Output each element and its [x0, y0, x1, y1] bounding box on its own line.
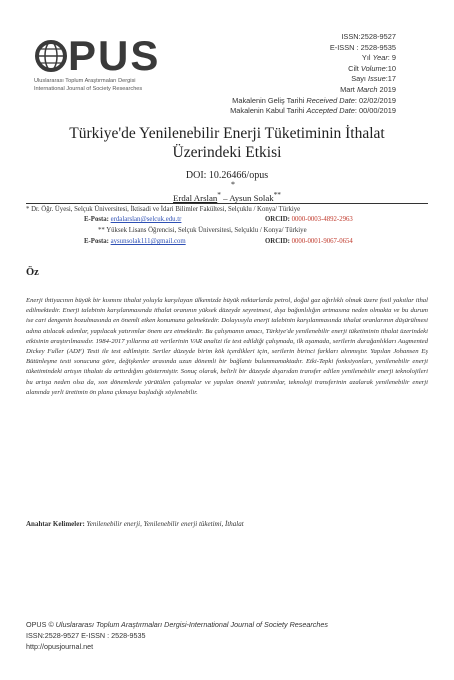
- author1-orcid-line: ORCID: 0000-0003-4892-2963: [265, 216, 353, 223]
- page-footer: [26, 619, 328, 652]
- author2-orcid-line: ORCID: 0000-0001-9067-0654: [265, 238, 353, 245]
- volume-line: Cilt Volume:10: [348, 63, 396, 73]
- abstract-heading: Öz: [26, 267, 39, 278]
- keywords-value: Yenilenebilir enerji, Yenilenebilir enerji tüketimi, İthalat: [86, 520, 244, 528]
- article-title: Türkiye'de Yenilenebilir Enerji Tüketiminin İthalat Üzerindeki Etkisi: [69, 125, 385, 161]
- eissn: E-ISSN : 2528-9535: [329, 42, 396, 52]
- issn: ISSN:2528-9527: [341, 32, 396, 41]
- footer-line-1: OPUS © Uluslararası Toplum Araştırmaları Dergisi-International Journal of Society Researches: [26, 620, 328, 629]
- doi-footnote-mark: *: [231, 180, 235, 189]
- authors: Erdal Arslan* – Aysun Solak**: [173, 190, 281, 203]
- affiliation-1: * Dr. Öğr. Üyesi, Selçuk Üniversitesi, İktisadi ve İdari Bilimler Fakültesi, Selçuklu / Konya/ Türkiye: [26, 206, 301, 213]
- journal-logo: [34, 32, 184, 93]
- issue-meta: [230, 32, 396, 117]
- author-divider: [26, 203, 428, 204]
- issue-line: Sayı Issue:17: [351, 74, 396, 84]
- abstract-body: Enerji ihtiyacının büyük bir kısmını ithalat yoluyla karşılayan ülkemizde büyük miktarlarda petrol, doğal gaz ağırlıklı olmak üzere fosil yakıtlar ithal edilmektedir. Enerji talebinin karşılanmasında ithalat oranının yüksek düzeyde seyretmesi, dışa bağımlılığın artmasına neden olmakta ve bu durum ise cari dengenin bozulmasında en önemli etken konumuna gelmektedir. Dolayısıyla enerji talebinin karşılanmasında ithalat oranlarının düşürülmesi adına atılacak adımlar, yapılacak yatırımlar önem arz etmektedir. Bu çalışmanın amacı, Türkiye'de yenilenebilir enerji tüketiminin ithalat üzerindeki etkisinin araştırılmasıdır. 1984-2017 yıllarına ait verilerinin VAR analizi ile test edildiği çalışmada, ilk aşamada, serilerin durağanlıkları Augmented Dickey Fuller (ADF) Testi ile test edilmiştir. Seriler düzeyde birim kök içerdikleri için, serilerin birinci farkları alınmıştır. Yapılan Johansen Eş Bütünleşme testi sonucuna göre, değişkenler arasında uzun dönemli bir bağlantı bulunmamaktadır. Etki-Tepki fonksiyonları, yenilenebilir enerji tüketimindeki artışın ithalatı da arttırdığını göstermiştir. Sonuç olarak, belirli bir düzeyde dışarıdan transfer edilen yenilenebilir enerji teknolojileri bu artışa neden olsa da, son dönemlerde yürütülen çalışmalar ve yapılan önemli yatırımlar, teknoloji transferinin azalarak yenilenebilir enerji alanında yerli üretimin ön plana çıkmaya başladığı söylenebilir.: [26, 297, 428, 396]
- author2-orcid[interactable]: 0000-0001-9067-0654: [291, 238, 353, 245]
- year-line: Yıl Year: 9: [361, 53, 396, 63]
- doi: DOI: 10.26466/opus: [185, 170, 269, 181]
- month-line: Mart March 2019: [340, 84, 396, 94]
- logo-text: PUS: [68, 32, 161, 79]
- logo-globe-icon: [35, 40, 67, 72]
- author-1[interactable]: Erdal Arslan: [173, 192, 218, 203]
- keywords-label: Anahtar Kelimeler:: [26, 520, 85, 528]
- footer-url[interactable]: http://opusjournal.net: [26, 642, 94, 651]
- author1-email-line: E-Posta: erdalarslan@selcuk.edu.tr: [84, 216, 182, 223]
- accepted-date: Makalenin Kabul Tarihi Accepted Date: 00/00/2019: [230, 106, 396, 116]
- journal-subtitle-tr: Uluslararası Toplum Araştırmaları Dergisi: [34, 78, 136, 84]
- author1-orcid[interactable]: 0000-0003-4892-2963: [291, 216, 353, 223]
- affiliation-2: ** Yüksek Lisans Öğrencisi, Selçuk Üniversitesi, Selçuklu / Konya/ Türkiye: [98, 227, 307, 234]
- journal-subtitle-en: International Journal of Society Researches: [34, 85, 143, 92]
- footer-issn: ISSN:2528-9527 E-ISSN : 2528-9535: [26, 631, 146, 640]
- author2-email-line: E-Posta: aysunsolak111@gmail.com: [84, 238, 186, 245]
- keywords: [26, 519, 428, 529]
- received-date: Makalenin Geliş Tarihi Received Date: 02/02/2019: [232, 95, 396, 105]
- logo-wordmark: [34, 32, 184, 79]
- author2-email-link[interactable]: aysunsolak111@gmail.com: [110, 238, 186, 245]
- author1-email-link[interactable]: erdalarslan@selcuk.edu.tr: [110, 216, 182, 223]
- author-2[interactable]: Aysun Solak: [229, 192, 274, 203]
